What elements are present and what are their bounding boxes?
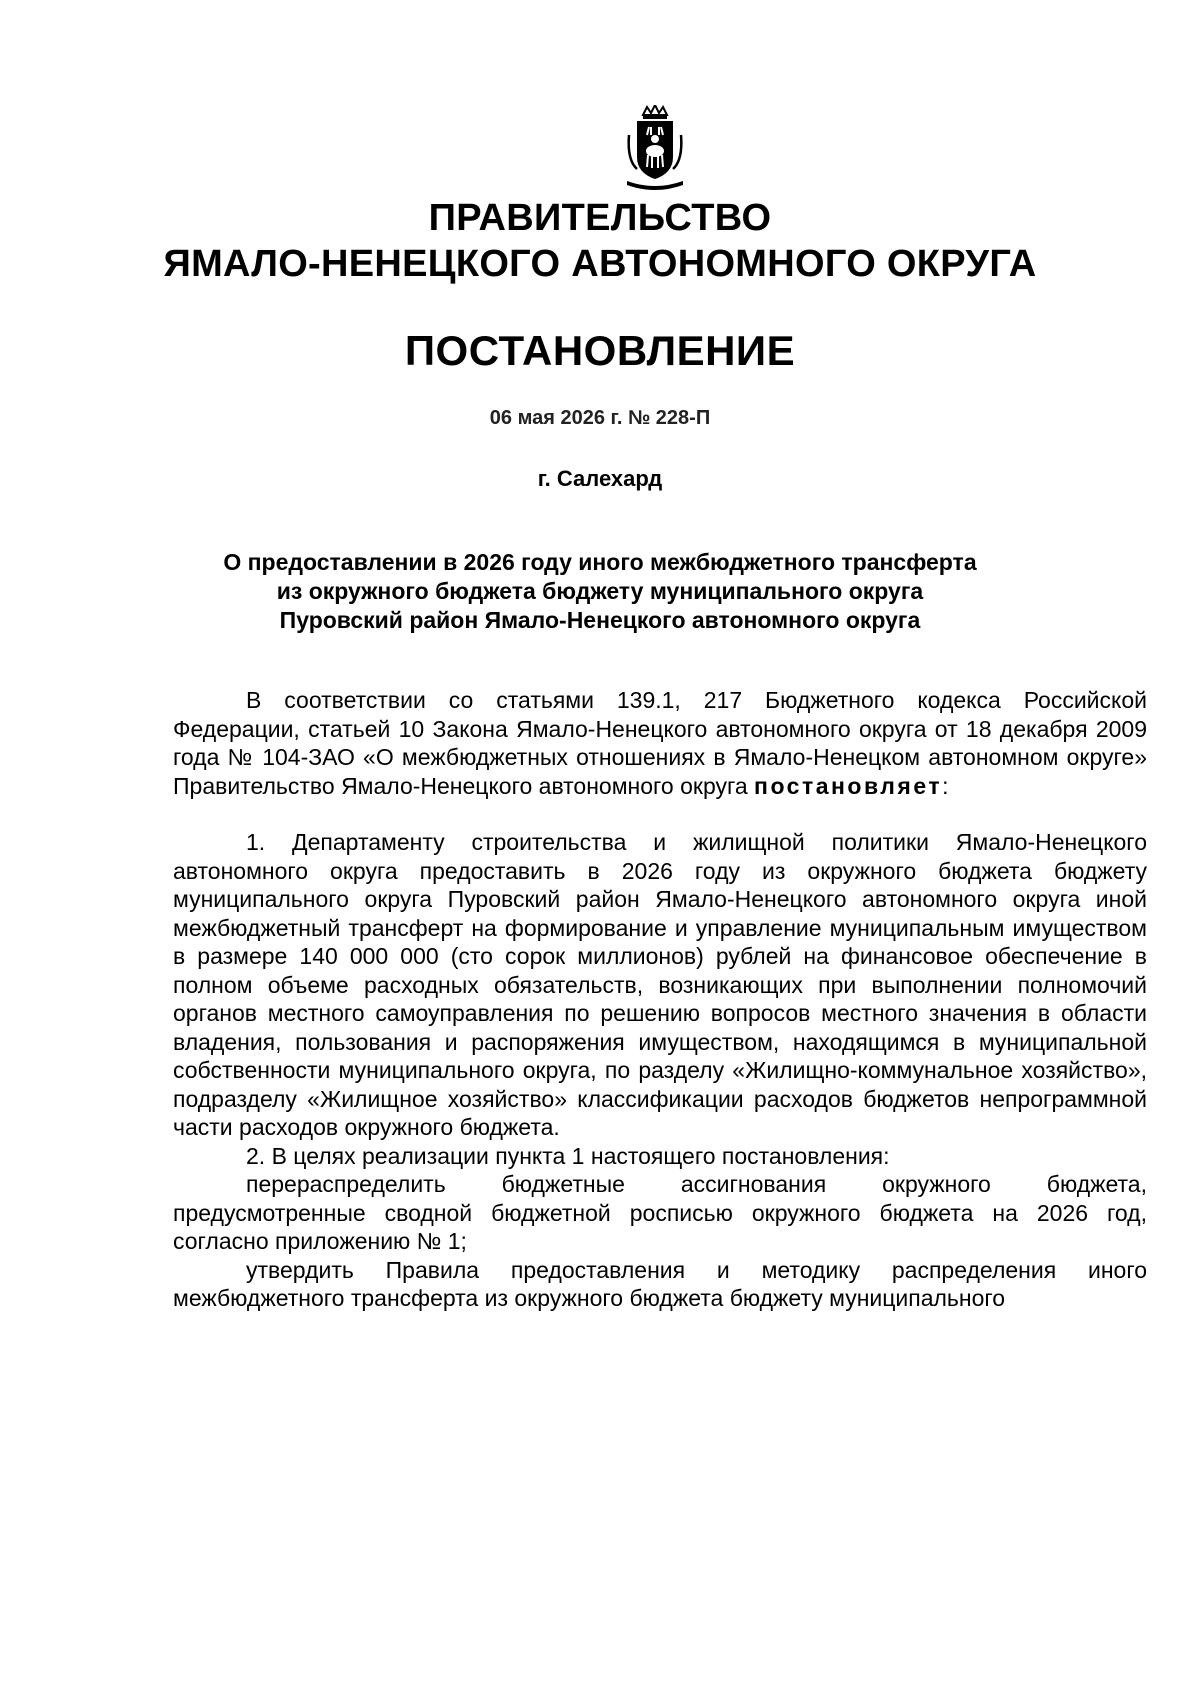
decree-word: постановляет: [754, 772, 943, 799]
preamble-paragraph: [173, 686, 1147, 800]
item-2-subparagraph-2: утвердить Правила предоставления и методику распределения иного межбюджетного трансферта из окружного бюджета бюджету муниципального: [173, 1256, 1147, 1311]
document-subject: [0, 548, 1200, 635]
subject-line: из окружного бюджета бюджету муниципального округа: [276, 578, 924, 604]
decree-colon: :: [942, 772, 949, 799]
government-name-line1: ПРАВИТЕЛЬСТВО: [428, 197, 772, 239]
yamal-coat-of-arms-icon: [625, 105, 685, 191]
preamble-text: В соответствии со статьями 139.1, 217 Бюджетного кодекса Российской Федерации, статьей 10 Закона Ямало-Ненецкого автономного округа от 18 декабря 2009 года № 104-ЗАО «О межбюджетных отношениях в Ямало-Ненецком автономном округе» Правительство Ямало-Ненецкого автономного округа: [173, 687, 1147, 799]
subject-line: О предоставлении в 2026 году иного межбюджетного трансферта: [223, 549, 977, 575]
subject-line: Пуровский район Ямало-Ненецкого автономного округа: [279, 607, 921, 633]
item-1-paragraph: 1. Департаменту строительства и жилищной политики Ямало-Ненецкого автономного округа предоставить в 2026 году из окружного бюджета бюджету муниципального округа Пуровский район Ямало-Ненецкого автономного округа иной межбюджетный трансферт на формирование и управление муниципальным имуществом в размере 140 000 000 (сто сорок миллионов) рублей на финансовое обеспечение в полном объеме расходных обязательств, возникающих при выполнении полномочий органов местного самоуправления по решению вопросов местного значения в области владения, пользования и распоряжения имуществом, находящимся в муниципальной собственности муниципального округа, по разделу «Жилищно-коммунальное хозяйство», подразделу «Жилищное хозяйство» классификации расходов бюджетов непрограммной части расходов окружного бюджета.: [173, 829, 1147, 1140]
item-2-subparagraph-1: перераспределить бюджетные ассигнования окружного бюджета, предусмотренные сводной бюджетной росписью окружного бюджета на 2026 год, согласно приложению № 1;: [173, 1171, 1147, 1254]
item-2-paragraph: 2. В целях реализации пункта 1 настоящего постановления:: [246, 1142, 890, 1169]
city: г. Салехард: [537, 466, 663, 491]
date-and-number: 06 мая 2026 г. № 228-П: [489, 407, 711, 429]
document-type: ПОСТАНОВЛЕНИЕ: [404, 327, 796, 374]
document-body: [173, 686, 1147, 1313]
government-name-line2: ЯМАЛО-НЕНЕЦКОГО АВТОНОМНОГО ОКРУГА: [163, 243, 1037, 285]
